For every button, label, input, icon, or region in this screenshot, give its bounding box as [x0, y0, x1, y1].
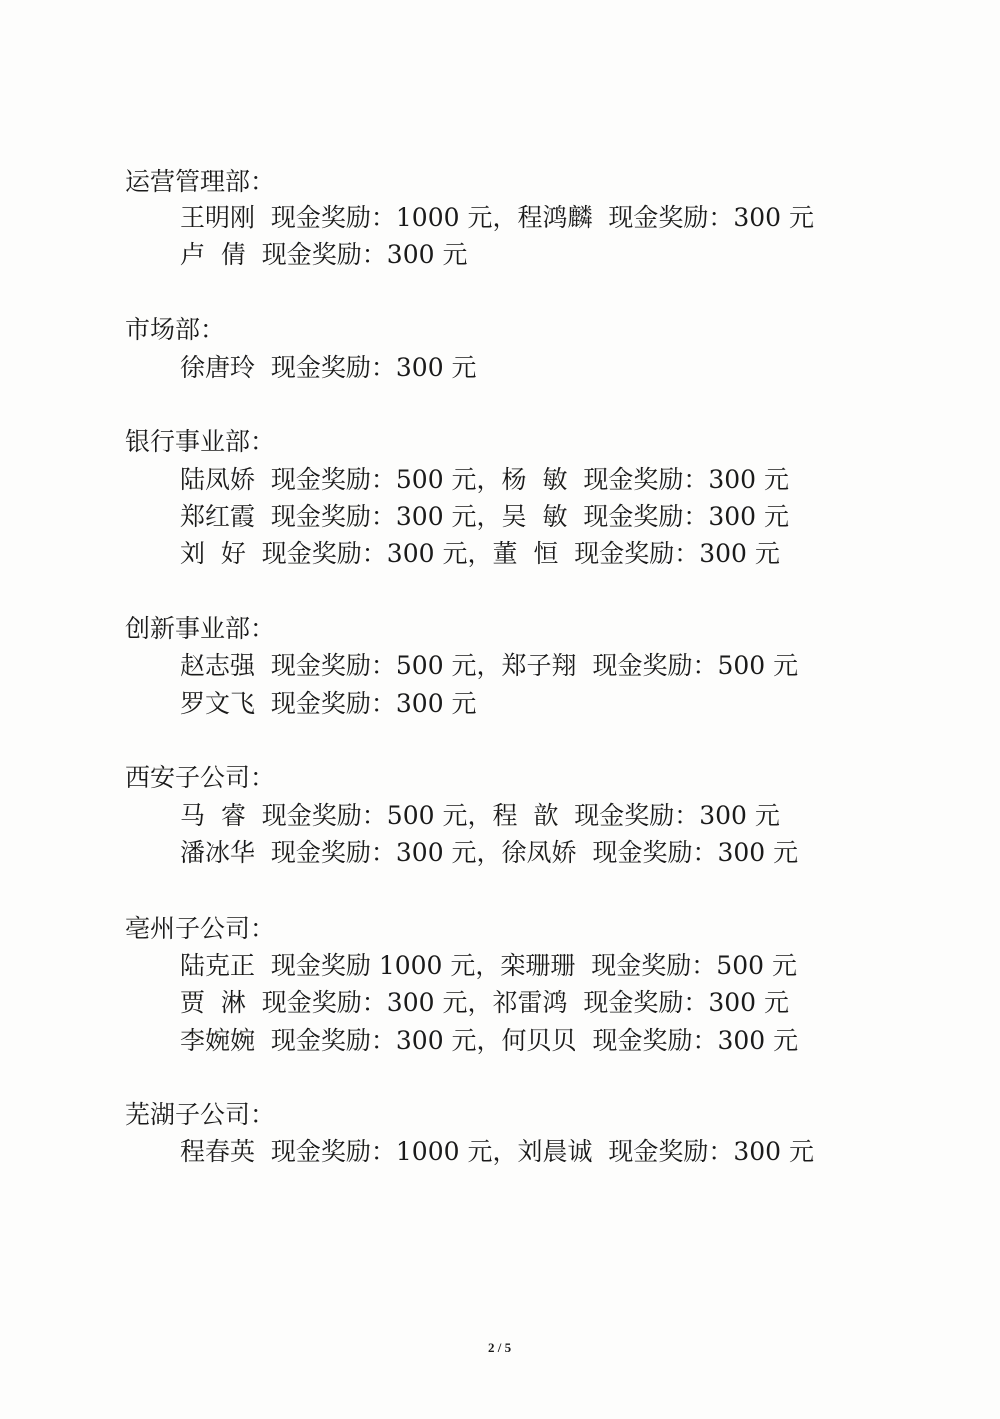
section-heading: 西安子公司：: [125, 763, 276, 792]
section-heading: 芜湖子公司：: [125, 1100, 276, 1129]
award-line: 王明刚 现金奖励：1000 元，程鸿麟 现金奖励：300 元: [180, 203, 815, 232]
award-line: 卢 倩 现金奖励：300 元: [180, 240, 468, 269]
section-heading: 市场部：: [125, 315, 226, 344]
award-line: 徐唐玲 现金奖励：300 元: [180, 353, 477, 382]
page-number: 2 / 5: [488, 1340, 512, 1355]
award-line: 陆凤娇 现金奖励：500 元，杨 敏 现金奖励：300 元: [180, 465, 790, 494]
award-line: 潘冰华 现金奖励：300 元，徐凤娇 现金奖励：300 元: [180, 838, 799, 867]
award-line: 程春英 现金奖励：1000 元，刘晨诚 现金奖励：300 元: [180, 1137, 815, 1166]
award-line: 马 睿 现金奖励：500 元，程 歆 现金奖励：300 元: [180, 801, 780, 830]
section-heading: 运营管理部：: [125, 167, 276, 196]
award-line: 陆克正 现金奖励 1000 元，栾珊珊 现金奖励：500 元: [180, 951, 797, 980]
award-line: 赵志强 现金奖励：500 元，郑子翔 现金奖励：500 元: [180, 651, 799, 680]
section-heading: 银行事业部：: [125, 427, 276, 456]
award-line: 罗文飞 现金奖励：300 元: [180, 689, 477, 718]
award-line: 郑红霞 现金奖励：300 元，吴 敏 现金奖励：300 元: [180, 502, 790, 531]
section-heading: 亳州子公司：: [125, 914, 276, 943]
section-heading: 创新事业部：: [125, 614, 276, 643]
award-line: 刘 好 现金奖励：300 元，董 恒 现金奖励：300 元: [180, 539, 780, 568]
award-line: 贾 淋 现金奖励：300 元，祁雷鸿 现金奖励：300 元: [180, 988, 790, 1017]
award-line: 李婉婉 现金奖励：300 元，何贝贝 现金奖励：300 元: [180, 1026, 799, 1055]
